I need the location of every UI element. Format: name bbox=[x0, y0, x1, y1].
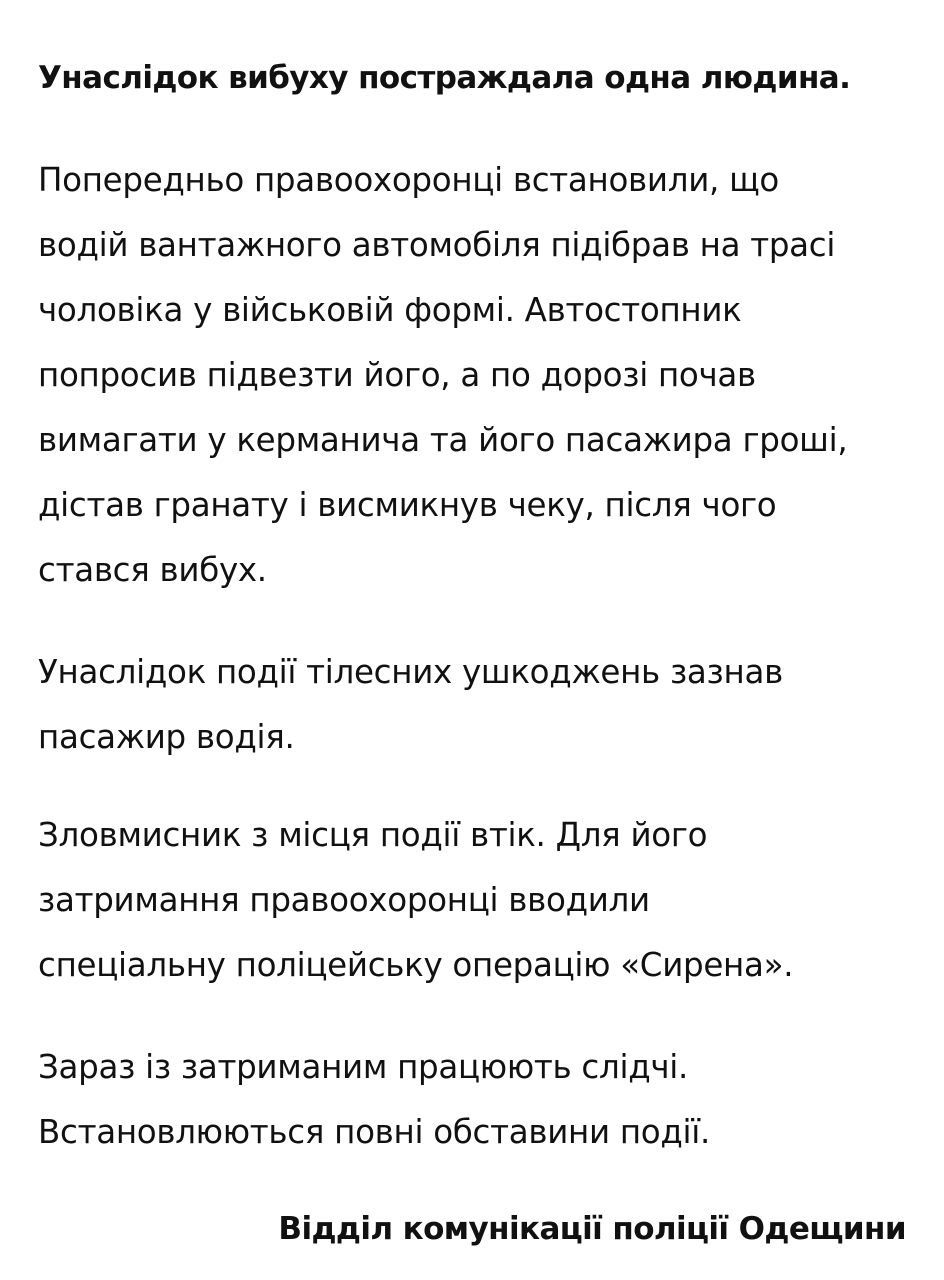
paragraph-3 bbox=[38, 803, 918, 998]
paragraph-line: попросив підвезти його, а по дорозі почав bbox=[38, 356, 756, 394]
paragraph-line: водій вантажного автомобіля підібрав на трасі bbox=[38, 226, 836, 264]
signature: Відділ комунікації поліції Одещини bbox=[278, 1211, 906, 1247]
paragraph-line: Зловмисник з місця події втік. Для його bbox=[38, 816, 708, 854]
paragraph-1 bbox=[38, 148, 918, 603]
paragraph-line: Попередньо правоохоронці встановили, що bbox=[38, 161, 779, 199]
headline: Унаслідок вибуху постраждала одна людина. bbox=[38, 60, 851, 96]
paragraph-line: вимагати у керманича та його пасажира гроші, bbox=[38, 421, 848, 459]
paragraph-line: пасажир водія. bbox=[38, 718, 295, 756]
paragraph-line: чоловіка у військовій формі. Автостопник bbox=[38, 291, 742, 329]
paragraph-line: стався вибух. bbox=[38, 551, 267, 589]
paragraph-line: Зараз із затриманим працюють слідчі. bbox=[38, 1048, 689, 1086]
paragraph-line: спеціальну поліцейську операцію «Сирена». bbox=[38, 946, 794, 984]
paragraph-line: Унаслідок події тілесних ушкоджень зазнав bbox=[38, 653, 783, 691]
paragraph-4 bbox=[38, 1035, 918, 1165]
paragraph-2 bbox=[38, 640, 918, 770]
paragraph-line: дістав гранату і висмикнув чеку, після чого bbox=[38, 486, 777, 524]
paragraph-line: затримання правоохоронці вводили bbox=[38, 881, 650, 919]
paragraph-line: Встановлюються повні обставини події. bbox=[38, 1113, 711, 1151]
